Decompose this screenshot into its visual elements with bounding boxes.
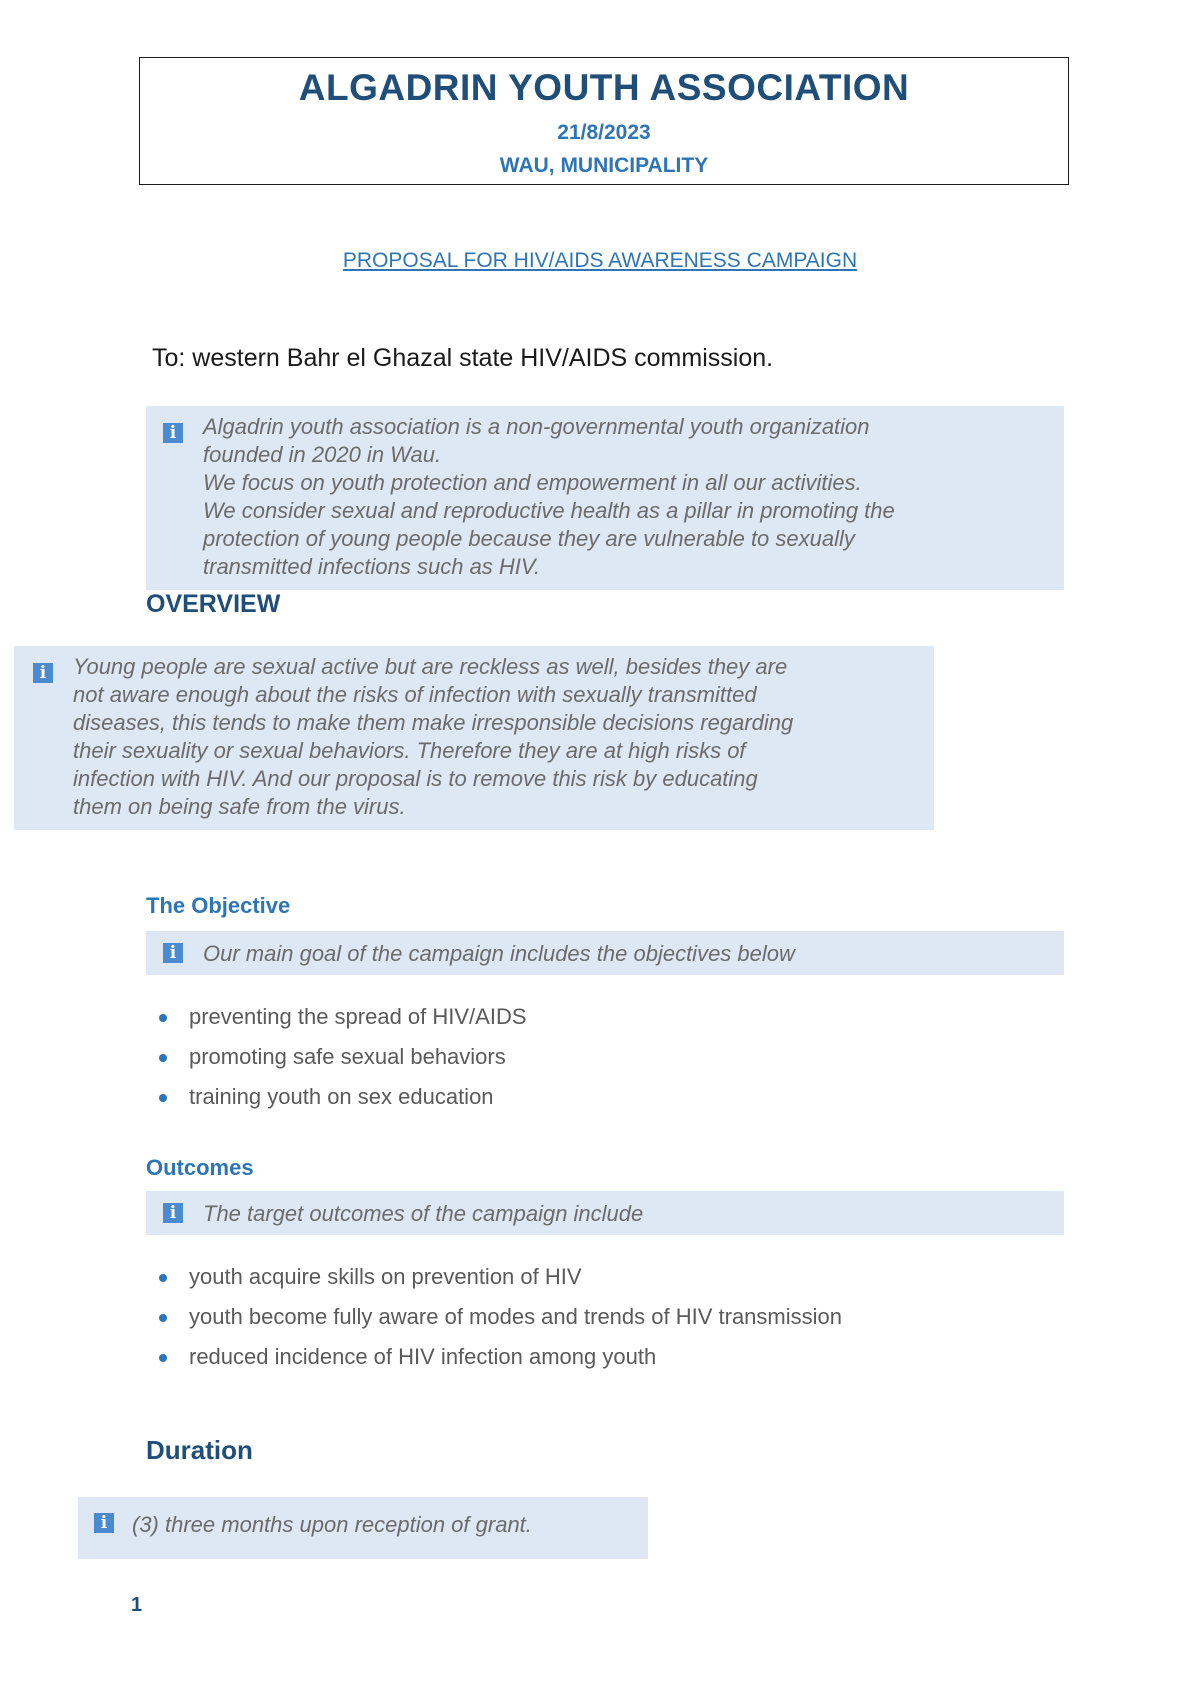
document-date: 21/8/2023 <box>557 120 651 144</box>
document-header <box>139 57 1069 185</box>
list-item: preventing the spread of HIV/AIDS <box>146 1003 527 1043</box>
info-icon: i <box>163 1203 183 1223</box>
info-icon: i <box>94 1513 114 1533</box>
proposal-title: PROPOSAL FOR HIV/AIDS AWARENESS CAMPAIGN <box>342 249 858 272</box>
overview-info-box <box>14 646 934 830</box>
addressee-line: To: western Bahr el Ghazal state HIV/AIDS commission. <box>152 344 774 372</box>
list-item: youth acquire skills on prevention of HIV <box>146 1263 842 1303</box>
intro-text: Algadrin youth association is a non-governmental youth organization founded in 2020 in Wau. We focus on youth protection and empowerment in all our activities. We consider sexual and reproductive health as a pillar in promoting the protection of young people because they are vulnerable to sexually transmitted infections such as HIV. <box>203 414 895 579</box>
info-icon: i <box>163 943 183 963</box>
info-icon: i <box>163 423 183 443</box>
overview-text: Young people are sexual active but are reckless as well, besides they are not aware enough about the risks of infection with sexually transmitted diseases, this tends to make them make irresponsible decisions regarding their sexuality or sexual behaviors. Therefore they are at high risks of infection with HIV. And our proposal is to remove this risk by educating them on being safe from the virus. <box>73 654 794 819</box>
objective-heading: The Objective <box>146 893 291 918</box>
page-number: 1 <box>131 1594 143 1616</box>
duration-heading: Duration <box>146 1435 253 1465</box>
list-item: training youth on sex education <box>146 1083 527 1123</box>
outcomes-list <box>146 1263 842 1383</box>
intro-info-box <box>146 406 1064 590</box>
list-item: youth become fully aware of modes and trends of HIV transmission <box>146 1303 842 1343</box>
outcomes-info-box <box>146 1191 1064 1235</box>
list-item: reduced incidence of HIV infection among youth <box>146 1343 842 1383</box>
list-item: promoting safe sexual behaviors <box>146 1043 527 1083</box>
objective-note: Our main goal of the campaign includes the objectives below <box>203 941 795 966</box>
duration-info-box <box>78 1497 648 1559</box>
organization-name: ALGADRIN YOUTH ASSOCIATION <box>298 67 910 108</box>
document-location: WAU, MUNICIPALITY <box>499 153 709 177</box>
outcomes-heading: Outcomes <box>146 1155 254 1180</box>
objective-list <box>146 1003 527 1123</box>
duration-note: (3) three months upon reception of grant. <box>132 1512 532 1537</box>
outcomes-note: The target outcomes of the campaign include <box>203 1201 644 1226</box>
objective-info-box <box>146 931 1064 975</box>
overview-heading: OVERVIEW <box>146 590 281 618</box>
info-icon: i <box>33 663 53 683</box>
